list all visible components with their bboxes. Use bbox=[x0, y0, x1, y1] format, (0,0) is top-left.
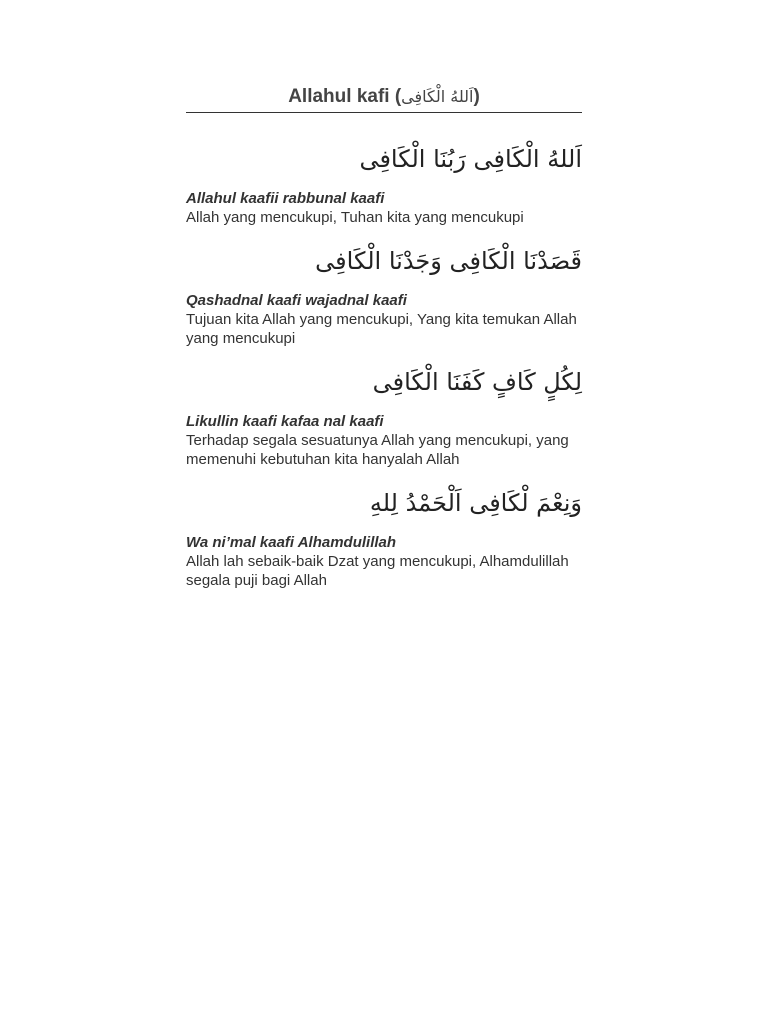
verse-3 bbox=[186, 362, 582, 469]
document-page bbox=[186, 84, 582, 590]
verse-transliteration: Qashadnal kaafi wajadnal kaafi bbox=[186, 292, 407, 309]
verse-arabic: وَنِعْمَ لْكَافِى اَلْحَمْدُ لِلهِ bbox=[369, 489, 582, 517]
verse-2 bbox=[186, 241, 582, 348]
verse-arabic: قَصَدْنَا الْكَافِى وَجَدْنَا الْكَافِى bbox=[315, 247, 582, 275]
verse-translation: Allah lah sebaik-baik Dzat yang mencukupi, Alhamdulillah segala puji bagi Allah bbox=[186, 553, 569, 589]
verse-1 bbox=[186, 139, 582, 227]
title-close: ) bbox=[473, 86, 480, 107]
verse-transliteration: Allahul kaafii rabbunal kaafi bbox=[186, 190, 385, 207]
title-latin: Allahul kafi ( bbox=[288, 86, 402, 107]
title-arabic: اَللهُ الْكَافِى bbox=[401, 87, 474, 106]
verse-transliteration: Wa ni’mal kaafi Alhamdulillah bbox=[186, 534, 397, 551]
verse-4 bbox=[186, 483, 582, 590]
verse-arabic: لِكُلٍ كَافٍ كَفَنَا الْكَافِى bbox=[372, 368, 582, 396]
verse-translation: Terhadap segala sesuatunya Allah yang mencukupi, yang memenuhi kebutuhan kita hanyalah Allah bbox=[186, 432, 569, 468]
verse-translation: Tujuan kita Allah yang mencukupi, Yang kita temukan Allah yang mencukupi bbox=[186, 311, 577, 347]
verse-transliteration: Likullin kaafi kafaa nal kaafi bbox=[186, 413, 384, 430]
document-title bbox=[186, 84, 582, 113]
verse-arabic: اَللهُ الْكَافِى رَبُنَا الْكَافِى bbox=[359, 145, 582, 173]
verse-translation: Allah yang mencukupi, Tuhan kita yang mencukupi bbox=[186, 209, 524, 226]
